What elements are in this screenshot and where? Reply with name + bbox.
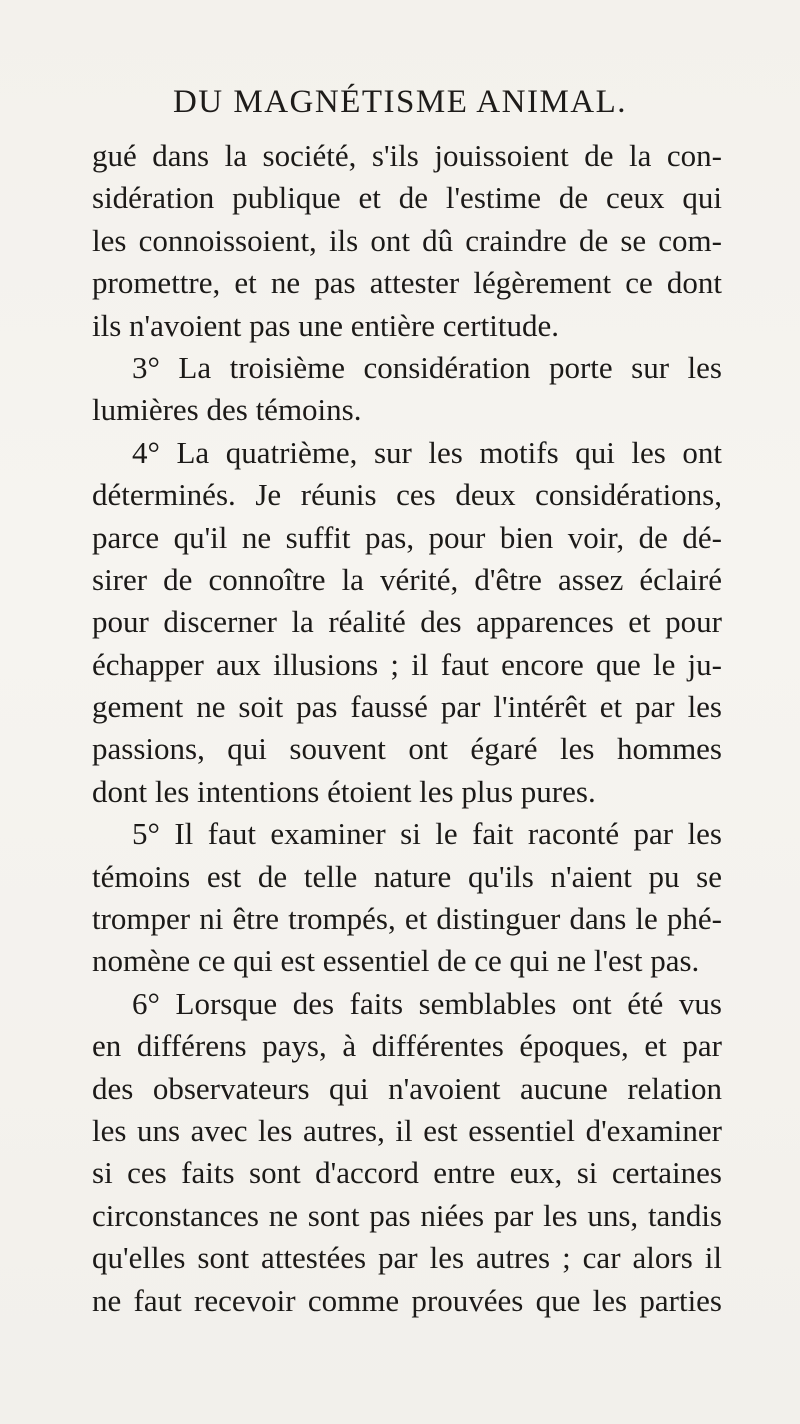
text-line: 4° La quatrième, sur les motifs qui les ont <box>132 434 722 470</box>
text-line: si ces faits sont d'accord entre eux, si certaines <box>92 1155 722 1191</box>
text-line: gué dans la société, s'ils jouissoient de la con- <box>92 138 722 173</box>
text-line: promettre, et ne pas attester légèrement ce dont <box>92 265 722 301</box>
text-line: témoins est de telle nature qu'ils n'aient pu se <box>92 858 722 894</box>
text-line: sirer de connoître la vérité, d'être assez éclairé <box>92 561 722 597</box>
text-line: circonstances ne sont pas niées par les uns, tandis <box>92 1197 722 1233</box>
text-line: ne faut recevoir comme prouvées que les parties <box>92 1282 722 1318</box>
text-line: en différens pays, à différentes époques, et par <box>92 1028 722 1064</box>
text-line: échapper aux illusions ; il faut encore que le ju- <box>92 646 722 682</box>
text-line: des observateurs qui n'avoient aucune relation <box>92 1070 722 1106</box>
text-line: nomène ce qui est essentiel de ce qui ne l'est pas. <box>92 943 700 979</box>
text-line: déterminés. Je réunis ces deux considérations, <box>92 477 722 513</box>
text-line: les uns avec les autres, il est essentiel d'examiner <box>92 1112 722 1148</box>
text-line: parce qu'il ne suffit pas, pour bien voir, de dé- <box>92 519 722 555</box>
text-line: 3° La troisième considération porte sur les <box>132 349 722 385</box>
text-line: ils n'avoient pas une entière certitude. <box>92 307 559 343</box>
text-line: lumières des témoins. <box>92 392 362 428</box>
text-line: pour discerner la réalité des apparences et pour <box>92 604 722 640</box>
text-line: 6° Lorsque des faits semblables ont été vus <box>132 985 722 1021</box>
text-line: 5° Il faut examiner si le fait raconté par les <box>132 816 722 852</box>
text-line: sidération publique et de l'estime de ceux qui <box>92 180 722 216</box>
running-header: DU MAGNÉTISME ANIMAL. <box>172 84 628 120</box>
text-line: les connoissoient, ils ont dû craindre de se com- <box>92 222 722 258</box>
body-text <box>92 135 722 1322</box>
text-line: dont les intentions étoient les plus pures. <box>92 773 596 809</box>
text-line: qu'elles sont attestées par les autres ; car alors il <box>92 1240 722 1276</box>
text-line: passions, qui souvent ont égaré les hommes <box>92 731 722 767</box>
text-line: gement ne soit pas faussé par l'intérêt et par les <box>92 689 722 725</box>
text-line: tromper ni être trompés, et distinguer dans le phé- <box>92 901 722 937</box>
